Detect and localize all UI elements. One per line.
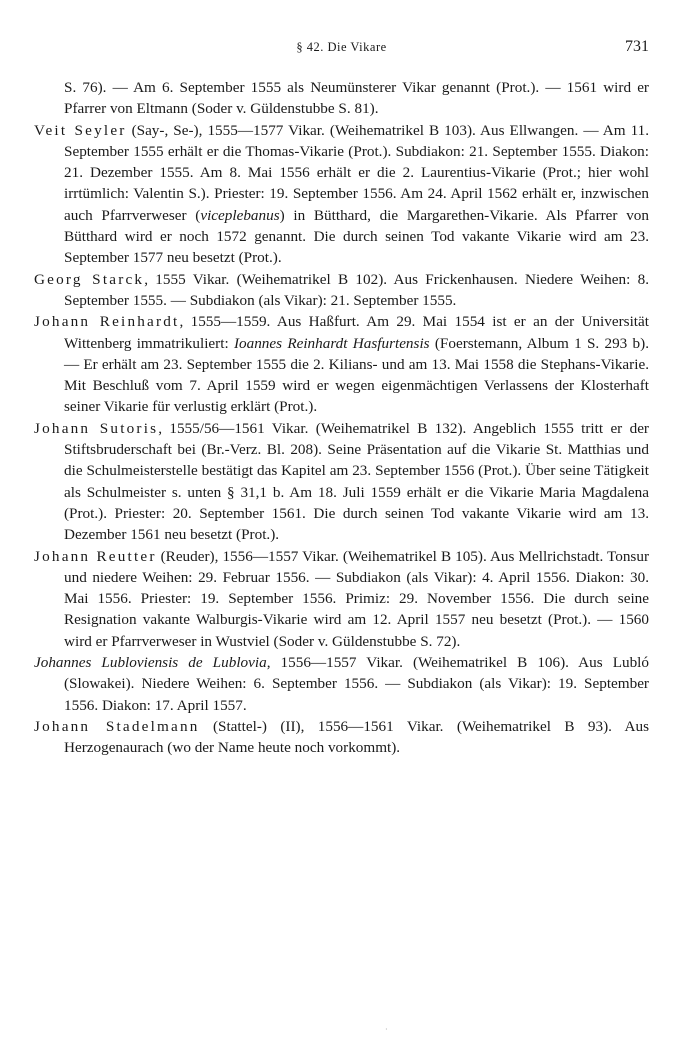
entry-text: , 1555 Vikar. (Weihematrikel B 102). Aus Frickenhausen. Niedere Weihen: 8. September 1555. — Subdiakon (als Vikar): 21. September 1555. [64,270,649,309]
page-footer-mark: · [385,1025,388,1034]
entry-name: Johann Sutoris [34,419,159,437]
entry-text: S. 76). — Am 6. September 1555 als Neumünsterer Vikar genannt (Prot.). — 1561 wird er Pfarrer von Eltmann (Soder v. Güldenstubbe S. 81). [64,79,649,118]
entry-name: Johannes Lubloviensis de Lublovia [34,654,267,672]
entry-johann-reutter [34,546,649,652]
entry-johannes-lubloviensis [34,652,649,716]
entry-name: Johann Stadelmann [34,717,200,735]
entry-name: Georg Starck [34,270,145,288]
entry-text: , 1555/56—1561 Vikar. (Weihematrikel B 132). Angeblich 1555 tritt er der Stiftsbruderschaft bei (Br.-Verz. Bl. 208). Seine Präsentation auf die Vikarie St. Matthias und die Schulmeisterstelle bestätigt das Kapitel am 23. September 1556 (Prot.). Über seine Tätigkeit als Schulmeister s. unten § 31,1 b. Am 18. Juli 1559 erhält er die Vikarie Maria Magdalena (Prot.). Priester: 20. September 1561. Die durch seinen Tod vakante Vikarie wird am 13. Dezember 1561 neu besetzt (Prot.). [64,419,649,544]
entry-text: ) in Bütthard, die Margarethen-Vikarie. Als Pfarrer von Bütthard wird er noch 1572 genannt. Die durch seinen Tod vakante Vikarie wird am 23. September 1577 neu besetzt (Prot.). [64,206,649,267]
entry-veit-seyler [34,120,649,269]
body-text [34,77,649,759]
entry-text: (Reuder), 1556—1557 Vikar. (Weihematrikel B 105). Aus Mellrichstadt. Tonsur und niedere Weihen: 29. Februar 1556. — Subdiakon (als Vikar): 4. April 1556. Diakon: 30. Mai 1556. Priester: 19. September 1556. Primiz: 29. November 1556. Die durch seine Resignation vakante Walburgis-Vikarie wird am 12. April 1557 neu besetzt (Prot.). — 1560 wird er Pfarrverweser in Wustviel (Soder v. Güldenstubbe S. 72). [64,547,649,650]
entry-italic-term: viceplebanus [200,206,280,224]
entry-name: Veit Seyler [34,121,127,139]
entry-text: (Foerstemann, Album 1 S. 293 b). — Er erhält am 23. September 1555 die 2. Kilians- und am 13. Mai 1558 die Stephans-Vikarie. Mit Beschluß vom 7. April 1559 wird er wegen eigenmächtigen Verlassens der Klosterhaft seiner Vikarie für verlustig erklärt (Prot.). [64,334,649,416]
entry-georg-starck [34,269,649,312]
entry-johann-sutoris [34,418,649,546]
running-head: § 42. Die Vikare [296,40,387,54]
entry-text: , 1556—1557 Vikar. (Weihematrikel B 106). Aus Lubló (Slowakei). Niedere Weihen: 6. September 1556. — Subdiakon (als Vikar): 19. September 1556. Diakon: 17. April 1557. [64,654,649,714]
entry-text: (Say-, Se-), 1555—1577 Vikar. (Weihematrikel B 103). Aus Ellwangen. — Am 11. September 1555 erhält er die Thomas-Vikarie (Prot.). Subdiakon: 21. September 1555. Diakon: 21. Dezember 1555. Am 8. Mai 1556 erhält er die 2. Laurentius-Vikarie (Prot.; hier wohl irrtümlich: Valentin S.). Priester: 19. September 1556. Am 24. April 1562 erhält er, inzwischen auch Pfarrverweser ( [64,121,649,224]
page-header [34,40,649,62]
entry-continuation [34,77,649,120]
entry-johann-reinhardt [34,311,649,417]
entry-italic-term: Ioannes Reinhardt Hasfurtensis [233,334,430,352]
page-number: 731 [625,38,649,55]
entry-name: Johann Reutter [34,547,157,565]
entry-text: , 1555—1559. Aus Haßfurt. Am 29. Mai 1554 ist er an der Universität Wittenberg immatrikuliert: [64,313,649,352]
entry-text: (Stattel-) (II), 1556—1561 Vikar. (Weihematrikel B 93). Aus Herzogenaurach (wo der Name heute noch vorkommt). [64,717,649,757]
entry-name: Johann Reinhardt [34,313,180,331]
entry-johann-stadelmann [34,716,649,759]
